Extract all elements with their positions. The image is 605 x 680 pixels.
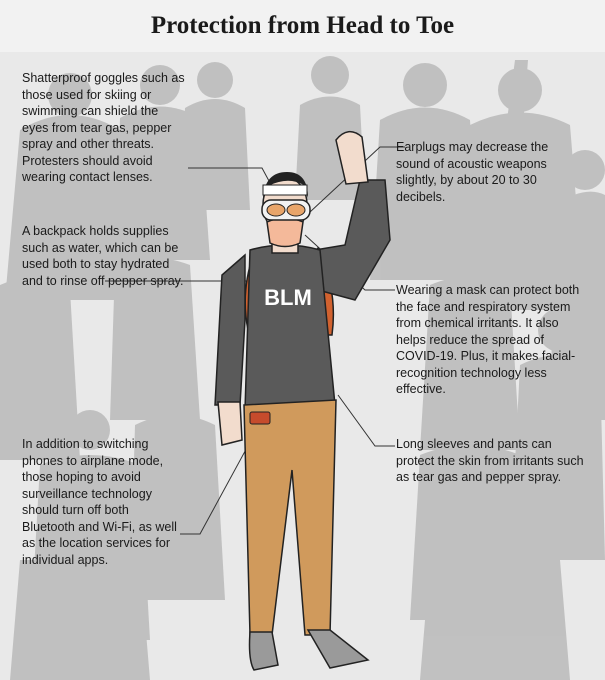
mask-annotation: Wearing a mask can protect both the face and respiratory system from chemical irritants. It also helps reduce the spread of COVID-19. Plus, it makes facial-recognition technology less effective.: [396, 283, 580, 396]
earplugs-annotation: Earplugs may decrease the sound of acoustic weapons slightly, by about 20 to 30 decibels.: [396, 140, 549, 204]
protester-figure: [215, 132, 390, 670]
clothing-leader-line: [338, 395, 395, 446]
left-hand: [218, 402, 242, 445]
right-shoe: [308, 630, 368, 668]
goggles-lens-right: [287, 204, 305, 216]
infographic-title: Protection from Head to Toe: [0, 0, 605, 52]
shirt: [245, 245, 335, 410]
pants: [244, 400, 336, 635]
phone-in-pocket: [250, 412, 270, 424]
mask: [267, 218, 303, 247]
goggles-lens-left: [267, 204, 285, 216]
clothing-annotation: Long sleeves and pants can protect the skin from irritants such as tear gas and pepper spray.: [396, 437, 584, 484]
shirt-text: BLM: [264, 285, 312, 310]
phone-annotation: In addition to switching phones to airplane mode, those hoping to avoid surveillance technology should turn off both Bluetooth and Wi-Fi, as well as the location services for individual apps.: [22, 437, 177, 567]
headband: [263, 185, 307, 195]
left-shoe: [250, 632, 279, 670]
backpack-annotation: A backpack holds supplies such as water, which can be used both to stay hydrated and to rinse off pepper spray.: [22, 224, 184, 288]
left-arm: [215, 255, 245, 405]
goggles-annotation: Shatterproof goggles such as those used for skiing or swimming can shield the eyes from tear gas, pepper spray and other threats. Protesters should avoid wearing contact lenses.: [22, 71, 185, 184]
